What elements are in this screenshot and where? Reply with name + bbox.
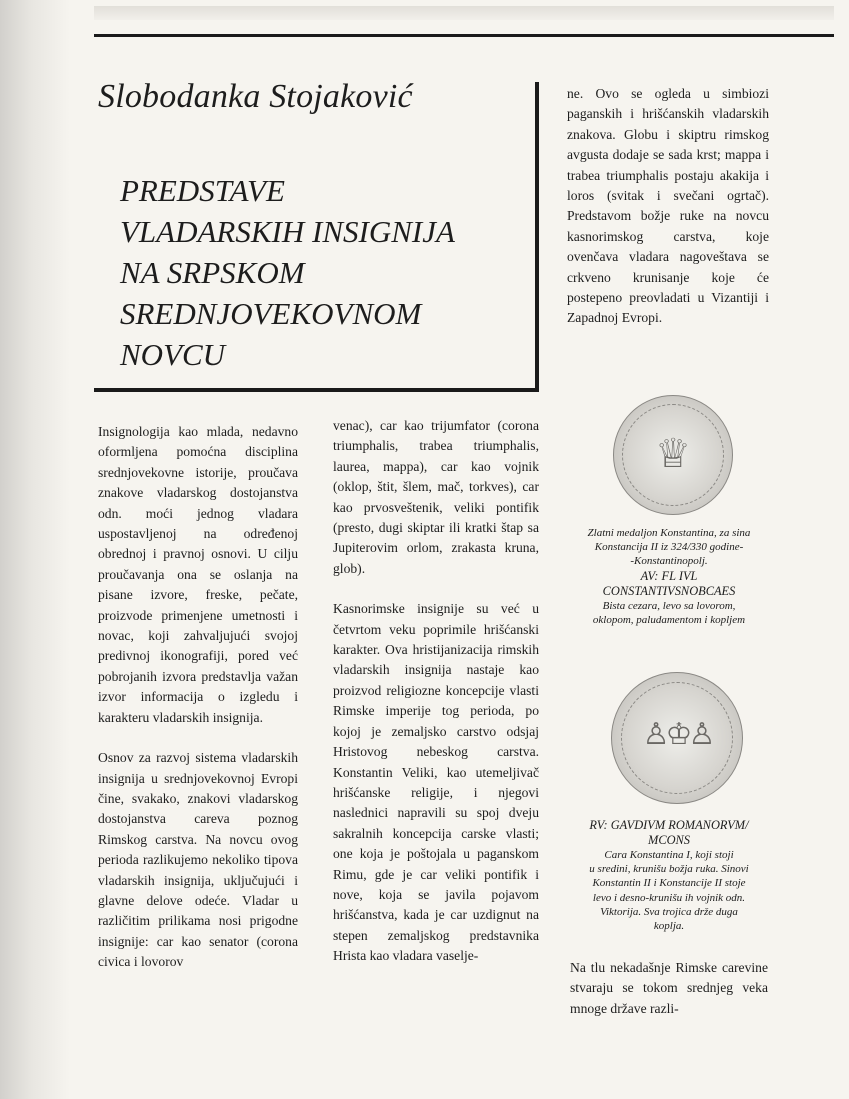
- caption-line: u sredini, krunišu božja ruka. Sinovi: [589, 863, 749, 876]
- column-3: [567, 84, 769, 329]
- caption-line: Bista cezara, levo sa lovorom,: [602, 599, 736, 612]
- three-figures-icon: ♙♔♙: [642, 718, 712, 751]
- caption-line: Konstantin II i Konstancije II stoje: [592, 877, 746, 890]
- title-line: PREDSTAVE: [120, 173, 285, 208]
- author-name: Slobodanka Stojaković: [98, 78, 413, 115]
- paragraph: Insignologija kao mlada, nedavno oformljena pomoćna disciplina srednjovekovne istorije, proučava znakove vladarskog dostojanstva odn. moći jednog vladara uspostavljenoj na određenoj obrednoj i pravnoj osnovi. U cilju proučavanja ona se oslanja na pisane izvore, freske, pečate, proizvode primenjene umetnosti i novac, koji zahvaljujući svojoj predivnoj ikonografiji, pored već pobrojanih izvora predstavlja važan izvor informacija o izgledu i karakteru vladarskih insignija.: [98, 424, 298, 725]
- figure-1-caption: [566, 526, 772, 627]
- caption-line: oklopom, paludamentom i kopljem: [592, 613, 746, 626]
- title-frame-right: [535, 82, 539, 392]
- title-box: [94, 62, 539, 392]
- column-3-continued: [570, 958, 768, 1019]
- gold-medallion-image: [613, 395, 733, 515]
- article-title: [120, 170, 550, 375]
- coin-reverse-image: [611, 672, 743, 804]
- caption-line: AV: FL IVL: [640, 568, 698, 583]
- paragraph: Na tlu nekadašnje Rimske carevine stvaraju se tokom srednjeg veka mnoge države razli-: [570, 960, 768, 1016]
- caption-line: CONSTANTIVSNOBCAES: [602, 583, 736, 598]
- title-line: VLADARSKIH INSIGNIJA: [120, 214, 455, 249]
- caption-line: koplja.: [653, 920, 685, 933]
- caption-line: Konstancija II iz 324/330 godine-: [594, 541, 744, 554]
- column-2: [333, 416, 539, 967]
- page-edge-shadow: [0, 0, 70, 1099]
- caption-line: Cara Konstantina I, koji stoji: [604, 849, 734, 861]
- caption-line: MCONS: [648, 833, 690, 847]
- paragraph: Kasnorimske insignije su već u četvrtom veku poprimile hrišćanski karakter. Ova hristijanizacija rimskih vladarskih insignija nastaje kao proizvod religiozne koncepcije vlasti Rimske imperije tog perioda, po kojoj je zemaljsko carstvo odsjaj Hristovog nebeskog carstva. Konstantin Veliki, kao utemeljivač hrišćanske religije, i njegovi naslednici napravili su spoj dveju sakralnih koncepcija carske vlasti; one koja je poštojala u paganskom Rimu, gde je car veliki pontifik i nove, koja se javila pojavom hrišćanstva, kada je car uzdignut na stepen zemaljskog predstavnika Hrista kao vladara vaselje-: [333, 601, 539, 964]
- title-line: NOVCU: [120, 337, 226, 372]
- running-header-remnant: [94, 6, 834, 20]
- paragraph: venac), car kao trijumfator (corona triumphalis, trabea triumphalis, laurea, mappa), car kao vojnik (oklop, štit, šlem, mač, torkves), car kao prvosveštenik, veliki pontifik (presto, dugi skiptar ili kratki štap sa Jupiterovim orlom, zrakasta kruna, glob).: [333, 418, 539, 576]
- caption-line: Zlatni medaljon Konstantina, za sina: [587, 527, 751, 539]
- title-frame-bottom: [94, 388, 539, 392]
- caption-line: levo i desno-krunišu ih vojnik odn.: [592, 891, 746, 904]
- title-line: SREDNJOVEKOVNOM: [120, 296, 422, 331]
- figure-2-caption: [566, 818, 772, 933]
- column-1: [98, 422, 298, 973]
- paragraph: ne. Ovo se ogleda u simbiozi paganskih i hrišćanskih vladarskih znakova. Globu i skiptru rimskog avgusta dodaje se sada krst; mappa i trabea triumphalis postaju akakija i loros (svitak i svečani ogrtač). Predstavom božje ruke na novcu kasnorimskog carstva, koje ovenčava vladara nagoveštava se crkveno krunisanje koje će postepeno preovladati u Vizantiji i Zapadnoj Evropi.: [567, 86, 769, 326]
- caption-line: Viktorija. Sva trojica drže duga: [600, 905, 738, 918]
- paragraph: Osnov za razvoj sistema vladarskih insignija u srednjovekovnoj Evropi čine, svakako, znakovi vladarskog dostojanstva careva poznog Rimskog carstva. Na novcu ovog perioda razlikujemo nekoliko tipova vladarskih insignija, uključujući i glavne delove odeće. Vladar u različitim prilikama nosi prigodne insignije: car kao senator (corona civica i lovorov: [98, 750, 298, 970]
- bust-figure-icon: ♕: [655, 431, 691, 476]
- top-rule: [94, 34, 834, 37]
- caption-line: RV: GAVDIVM ROMANORVM/: [589, 818, 749, 832]
- caption-line: -Konstantinopolj.: [630, 555, 708, 568]
- title-line: NA SRPSKOM: [120, 255, 305, 290]
